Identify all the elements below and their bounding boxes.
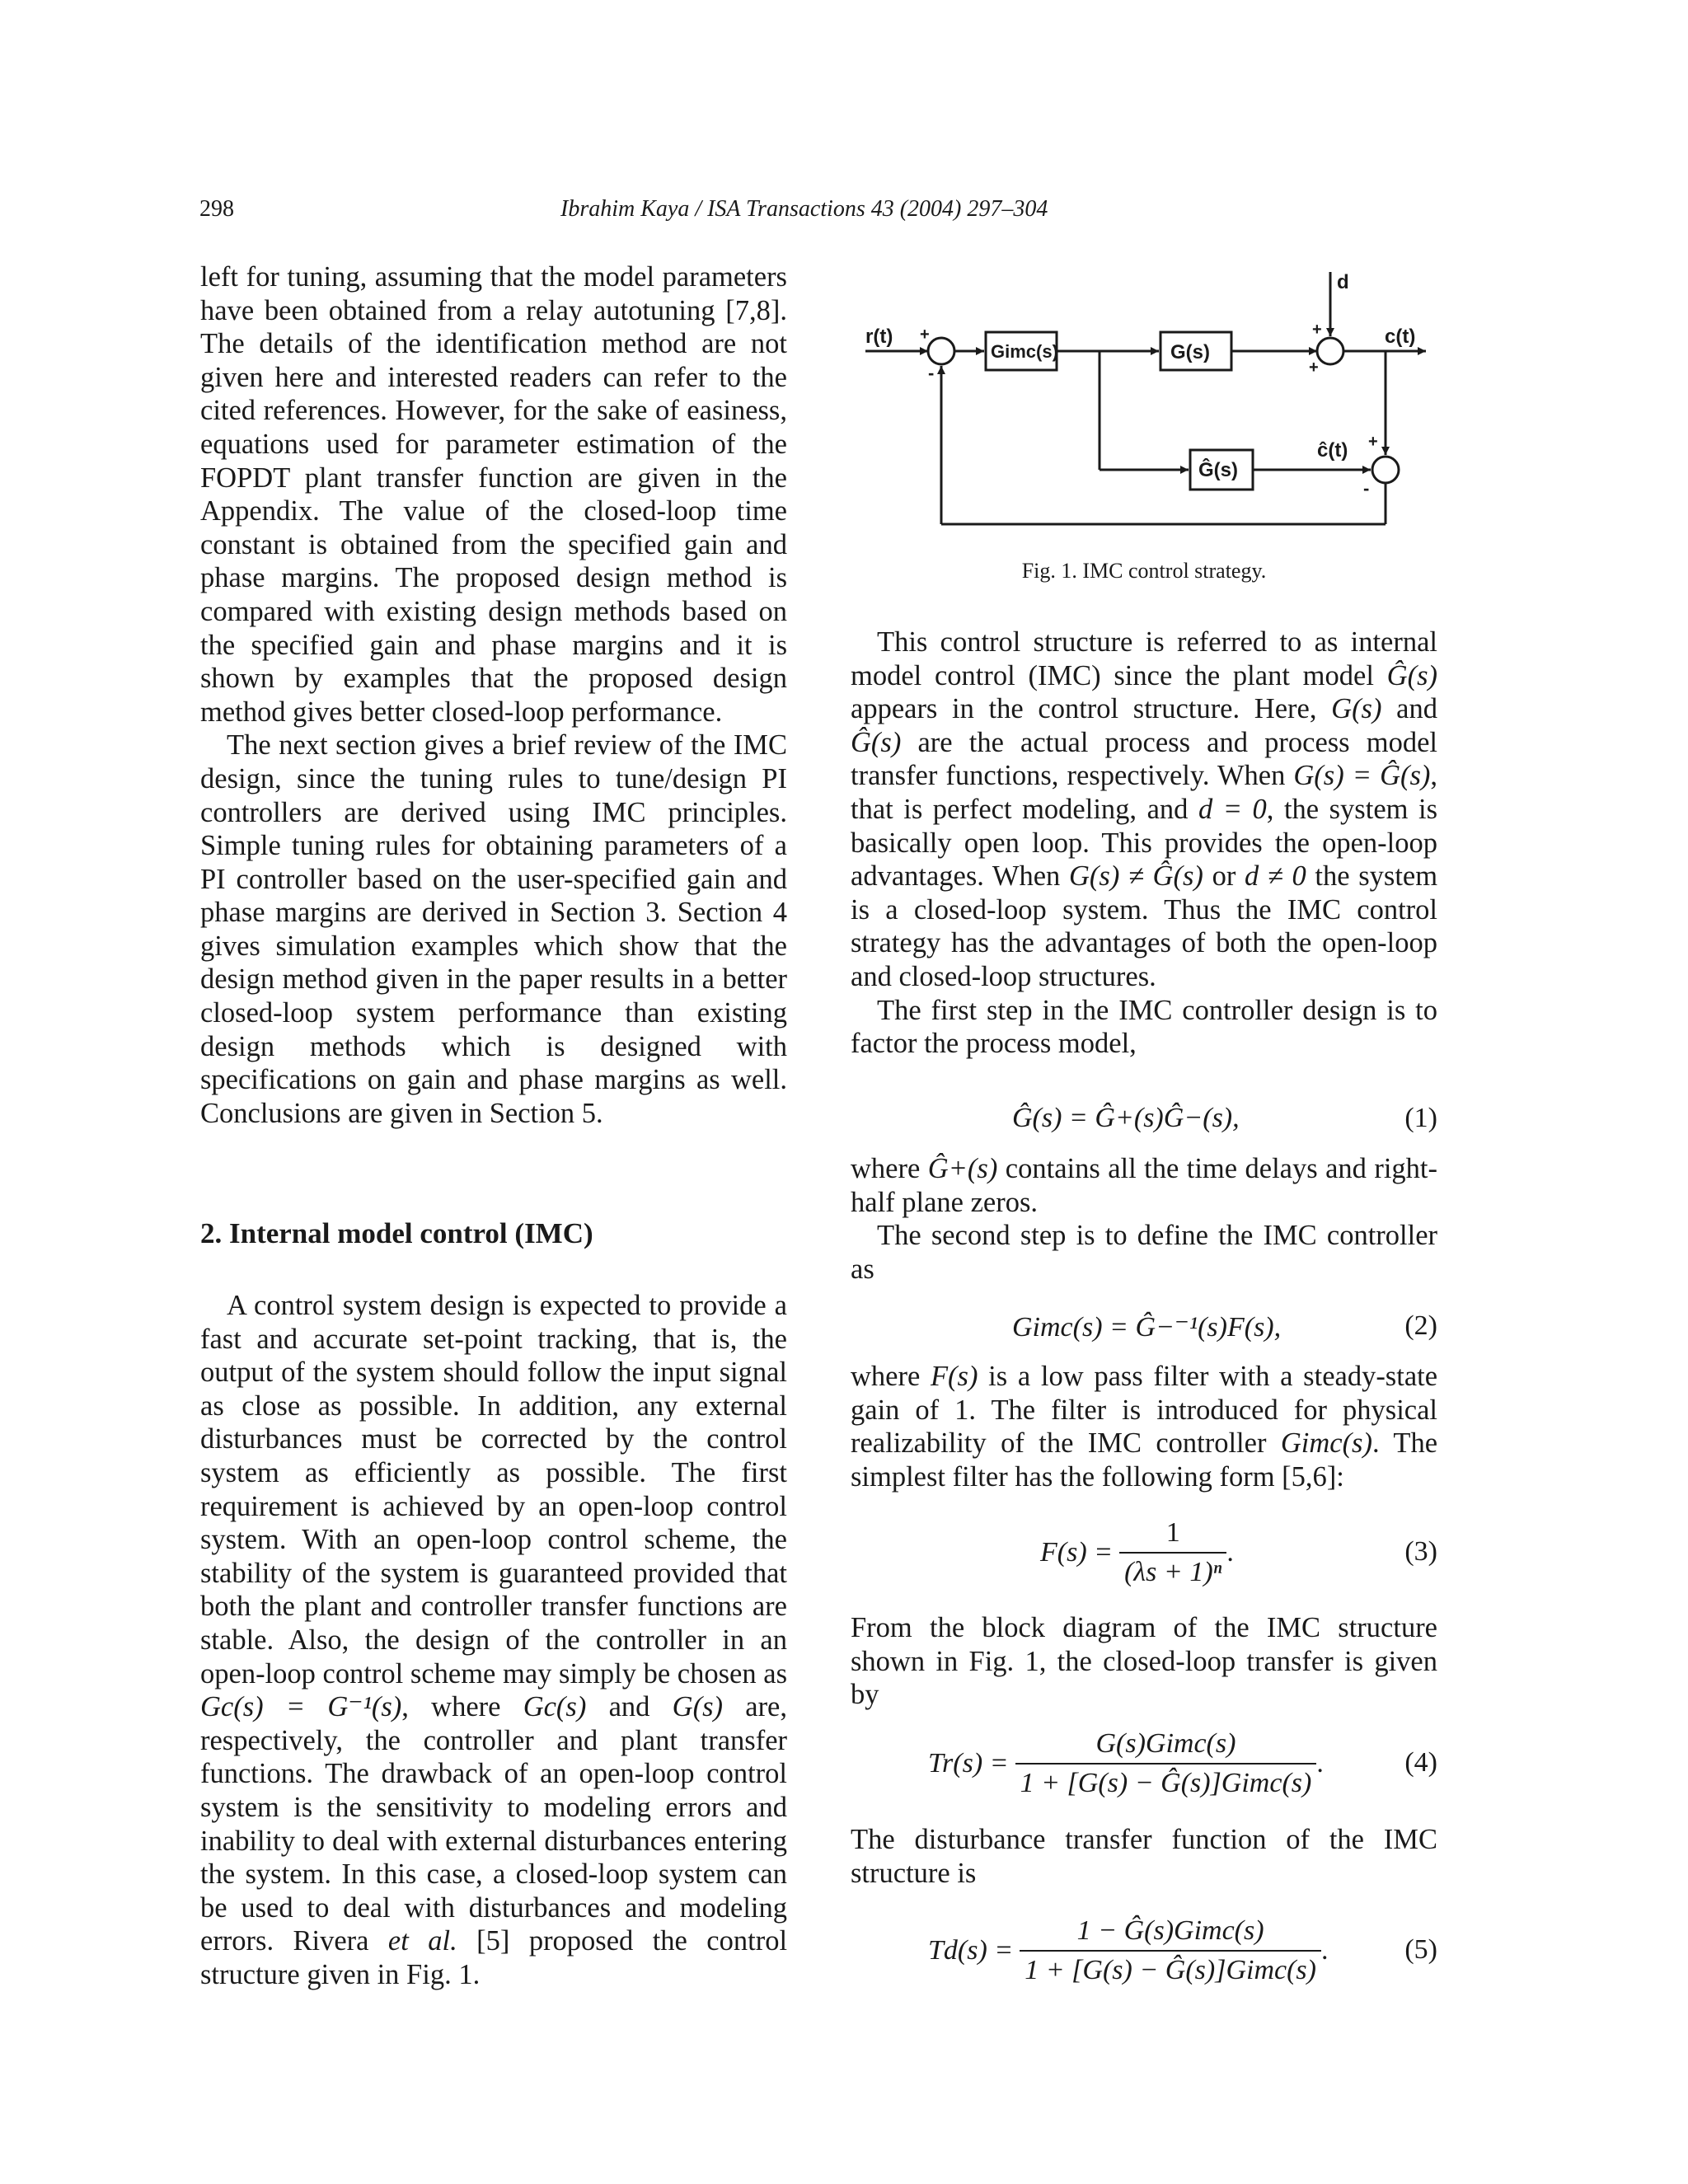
equation-3 (851, 1511, 1437, 1594)
equation-5-numerator: 1 − Ĝ(s)Gimc(s) (1020, 1915, 1321, 1952)
label-gimc: Gimc(s) (991, 341, 1058, 362)
equation-5 (851, 1910, 1437, 1992)
math-inline: G(s) (672, 1691, 723, 1723)
equation-4 (851, 1722, 1437, 1805)
right-paragraph-4: The second step is to define the IMC controller as (851, 1220, 1437, 1285)
math-inline: G(s) = Ĝ(s) (1293, 760, 1431, 792)
equation-3-fraction (1119, 1517, 1226, 1588)
text-run: are the actual process and process model transfer functions, respectively. When (851, 726, 1437, 792)
math-inline: G(s) (1331, 693, 1382, 725)
equation-5-number: (5) (1404, 1934, 1437, 1965)
sign-plus: + (1312, 321, 1322, 339)
page-number: 298 (199, 196, 234, 222)
text-run: where (851, 1361, 921, 1392)
equation-2-number: (2) (1404, 1310, 1437, 1341)
text-run: or (1212, 860, 1236, 893)
math-inline: d = 0 (1198, 793, 1267, 825)
sign-minus: - (1363, 478, 1370, 499)
text-run: is a low pass filter with a steady-state gain of 1. The filter is introduced for physical realizability of the IMC controller (851, 1361, 1438, 1460)
equation-5-fraction (1020, 1915, 1321, 1986)
text-run: A control system design is expected to provide a fast and accurate set-point tracking, that is, the output of the system should follow the input signal as close as possible. In addition, any external disturbances must be corrected by the control system as efficiently as possible. The first requirement is achieved by an open-loop control system. With an open-loop control scheme, the stability of the system is guaranteed provided that both the plant and controller transfer functions are stable. Also, the design of the controller in an open-loop control scheme may simply be chosen as (200, 1290, 787, 1690)
right-paragraph-7: The disturbance transfer function of the IMC structure is (851, 1824, 1437, 1889)
left-paragraph-1: left for tuning, assuming that the model parameters have been obtained from a relay autotuning [7,8]. The details of the identification method are not given here and interested readers can refer to the cited references. However, for the sake of easiness, equations used for parameter estimation of the FOPDT plant transfer function are given in the Appendix. The value of the closed-loop time constant is obtained from the specified gain and phase margins. The proposed design method is compared with existing design methods based on the specified gain and phase margins and it is shown by examples that the proposed design method gives better closed-loop performance. (200, 261, 787, 728)
right-paragraph-3 (851, 1152, 1437, 1219)
figure-caption: Fig. 1. IMC control strategy. (1021, 559, 1267, 583)
sign-minus: - (928, 363, 935, 383)
equation-2-body: Gimc(s) = Ĝ−⁻¹(s)F(s), (1012, 1312, 1282, 1343)
text-run: This control structure is referred to as internal model control (IMC) since the plant model (851, 626, 1437, 691)
equation-1-number: (1) (1404, 1103, 1437, 1133)
label-d: d (1337, 271, 1349, 293)
math-inline: F(s) (930, 1361, 978, 1392)
math-inline: Gc(s) = G⁻¹(s) (200, 1691, 402, 1723)
equation-4-fraction (1015, 1728, 1317, 1799)
label-g: G(s) (1170, 341, 1210, 363)
right-paragraph-1 (851, 626, 1437, 994)
right-paragraph-6: From the block diagram of the IMC structure shown in Fig. 1, the closed-loop transfer is given by (851, 1612, 1437, 1711)
label-chat: ĉ(t) (1317, 439, 1348, 462)
equation-4-denominator: 1 + [G(s) − Ĝ(s)]Gimc(s) (1020, 1768, 1312, 1798)
equation-5-lhs: Td(s) = (928, 1935, 1014, 1966)
text-run: , where (401, 1691, 501, 1723)
text-run: are, respectively, the controller and plant transfer functions. The drawback of an open-loop control system is the sensitivity to modeling errors and inability to deal with external disturbances entering the system. In this case, a closed-loop system can be used to deal with disturbances and modeling errors. Rivera (200, 1691, 787, 1957)
math-inline: d ≠ 0 (1244, 860, 1306, 893)
running-head: Ibrahim Kaya / ISA Transactions 43 (2004) 297–304 (560, 196, 1048, 222)
equation-4-numerator: G(s)Gimc(s) (1015, 1728, 1317, 1765)
text-run: , that is perfect modeling, and (851, 760, 1438, 825)
math-inline: Ĝ(s) (851, 726, 902, 758)
label-ghat: Ĝ(s) (1198, 459, 1238, 481)
math-inline: Gc(s) (523, 1691, 587, 1723)
equation-3-denominator: (λs + 1)ⁿ (1124, 1557, 1222, 1587)
math-inline: Ĝ+(s) (927, 1153, 998, 1184)
equation-1-body: Ĝ(s) = Ĝ+(s)Ĝ−(s), (1012, 1103, 1240, 1133)
equation-3-lhs: F(s) = (1040, 1537, 1114, 1568)
equation-4-number: (4) (1404, 1747, 1437, 1778)
text-run: and (1396, 693, 1437, 725)
text-run: contains all the time delays and right-half plane zeros. (851, 1153, 1437, 1218)
equation-3-number: (3) (1404, 1536, 1437, 1567)
left-paragraph-3 (200, 1289, 787, 1991)
imc-block-diagram (857, 264, 1434, 544)
equation-5-period: . (1320, 1935, 1329, 1966)
text-run: [5] proposed the control structure given in Fig. 1. (200, 1925, 788, 1990)
text-run: . The simplest filter has the following form [5,6]: (851, 1427, 1438, 1493)
text-run: the system is a closed-loop system. Thus the IMC control strategy has the advantages of both the open-loop and closed-loop structures. (851, 860, 1438, 992)
equation-3-numerator: 1 (1119, 1517, 1226, 1554)
section-heading: 2. Internal model control (IMC) (200, 1217, 593, 1250)
left-column (200, 260, 787, 1992)
summing-junction-3 (1372, 457, 1399, 483)
equation-4-lhs: Tr(s) = (928, 1748, 1009, 1779)
sign-plus: + (1368, 433, 1378, 451)
equation-4-period: . (1316, 1748, 1324, 1779)
right-column-block-5 (851, 1823, 1437, 1890)
label-c: c(t) (1385, 326, 1416, 348)
text-run: , the system is basically open loop. This provides the open-loop advantages. When (851, 793, 1438, 893)
right-column-block-3 (851, 1360, 1437, 1493)
summing-junction-1 (928, 338, 954, 364)
right-column-block-1 (851, 626, 1437, 1061)
math-inline: G(s) ≠ Ĝ(s) (1068, 860, 1203, 893)
sign-plus: + (920, 326, 930, 344)
sign-plus: + (1309, 359, 1319, 377)
math-inline: Ĝ(s) (1386, 659, 1437, 691)
summing-junction-2 (1317, 338, 1343, 364)
right-paragraph-2: The first step in the IMC controller design is to factor the process model, (851, 994, 1437, 1060)
text-run: and (608, 1691, 650, 1723)
equation-5-denominator: 1 + [G(s) − Ĝ(s)]Gimc(s) (1025, 1955, 1316, 1985)
text-run: appears in the control structure. Here, (851, 693, 1317, 725)
right-column-block-2 (851, 1152, 1437, 1286)
text-run: where (851, 1153, 921, 1184)
equation-2 (851, 1310, 1437, 1343)
right-column-block-4 (851, 1611, 1437, 1712)
left-paragraph-2: The next section gives a brief review of the IMC design, since the tuning rules to tune/design PI controllers are derived using IMC principles. Simple tuning rules for obtaining parameters of a PI controller based on the user-specified gain and phase margins are derived in Section 3. Section 4 gives simulation examples which show that the design method given in the paper results in a better closed-loop system performance than existing design methods which is designed with specifications on gain and phase margins as well. Conclusions are given in Section 5. (200, 729, 787, 1129)
citation-etal: et al. (387, 1925, 457, 1957)
right-paragraph-5 (851, 1360, 1437, 1493)
equation-3-period: . (1226, 1537, 1234, 1568)
math-inline: Gimc(s) (1280, 1427, 1372, 1460)
label-r: r(t) (865, 326, 893, 348)
equation-1 (851, 1103, 1437, 1136)
